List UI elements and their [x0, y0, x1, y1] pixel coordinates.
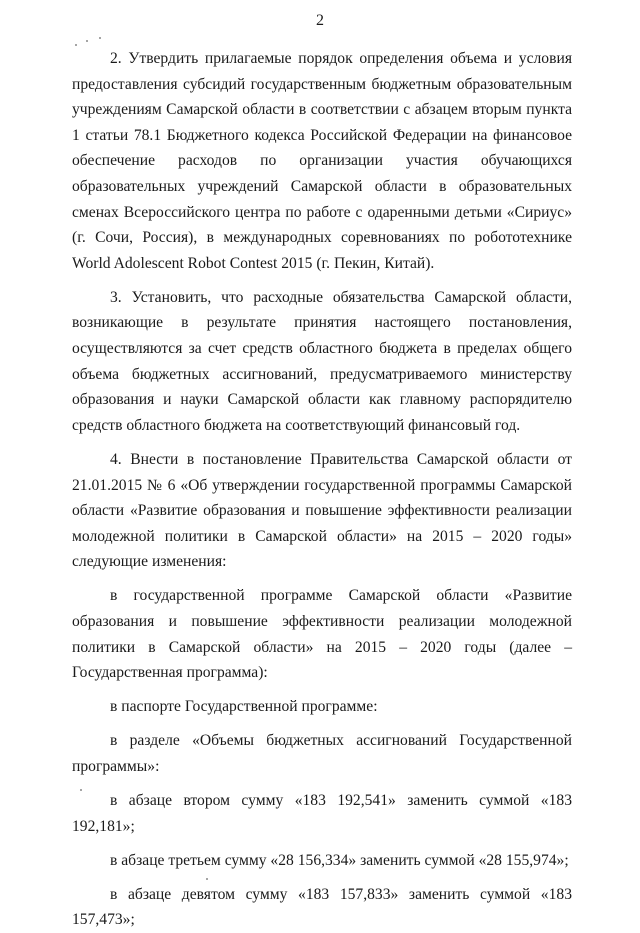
paragraph-item-3: 3. Установить, что расходные обязательства Самарской области, возникающие в результате принятия настоящего постановления, осуществляются за счет средств областного бюджета в пределах общего объема бюджетных ассигнований, предусматриваемого министерству образования и науки Самарской области как главному распорядителю средств областного бюджета на соответствующий финансовый год. — [72, 288, 572, 434]
scan-speck — [99, 37, 101, 39]
scan-speck — [86, 40, 88, 42]
document-body — [72, 46, 572, 933]
paragraph-program-change: в государственной программе Самарской области «Развитие образования и повышение эффективности реализации молодежной политики в Самарской области» на 2015 – 2020 годы (далее – Государственная программа): — [72, 587, 572, 682]
paragraph-amendment-3: в абзаце девятом сумму «183 157,833» заменить суммой «183 157,473»; — [72, 885, 572, 929]
paragraph-amendment-2: в абзаце третьем сумму «28 156,334» заменить суммой «28 155,974»; — [110, 851, 569, 869]
page-number: 2 — [316, 12, 324, 29]
paragraph-item-2: 2. Утвердить прилагаемые порядок определения объема и условия предоставления субсидий государственным бюджетным образовательным учреждениям Самарской области в соответствии с абзацем вторым пункта 1 статьи 78.1 Бюджетного кодекса Российской Федерации на финансовое обеспечение расходов по организации участия обучающихся образовательных учреждений Самарской области в образовательных сменах Всероссийского центра по работе с одаренными детьми «Сириус» (г. Сочи, Россия), в международных соревнованиях по робототехнике World Adolescent Robot Contest 2015 (г. Пекин, Китай). — [72, 50, 572, 272]
paragraph-passport: в паспорте Государственной программе: — [110, 698, 378, 716]
paragraph-item-4: 4. Внести в постановление Правительства Самарской области от 21.01.2015 № 6 «Об утверждении государственной программы Самарской области «Развитие образования и повышение эффективности реализации молодежной политики в Самарской области» на 2015 – 2020 годы» следующие изменения: — [72, 450, 572, 571]
paragraph-amendment-1: в абзаце втором сумму «183 192,541» заменить суммой «183 192,181»; — [72, 792, 572, 835]
paragraph-section: в разделе «Объемы бюджетных ассигнований Государственной программы»: — [72, 732, 572, 775]
